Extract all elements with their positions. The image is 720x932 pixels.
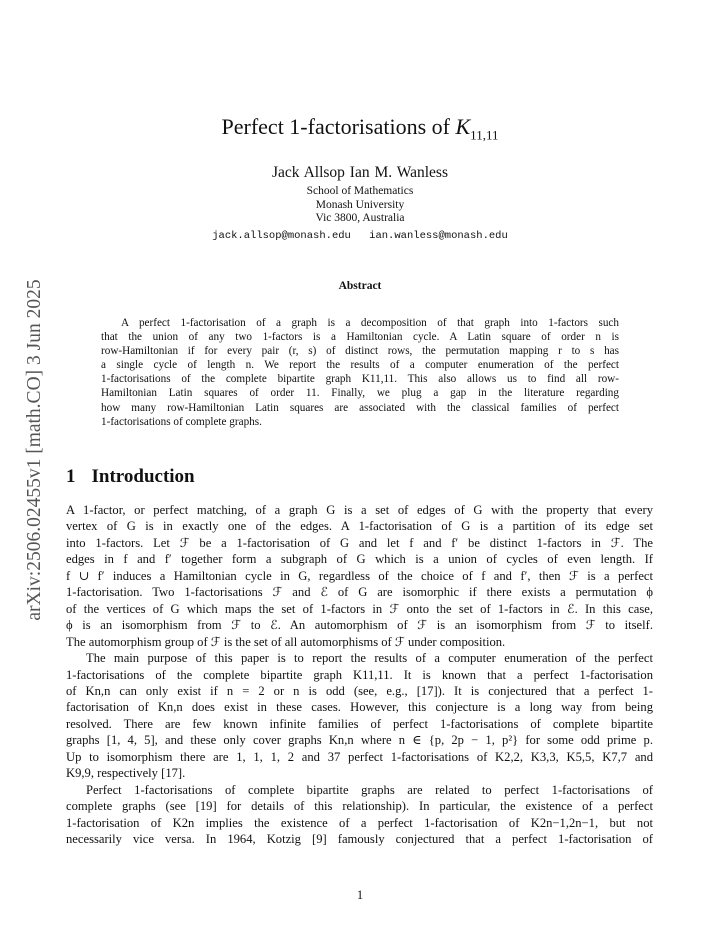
body-line: A 1-factor, or perfect matching, of a graph G is a set of edges of G with the property that every <box>66 503 653 517</box>
body-line: necessarily vice versa. In 1964, Kotzig [9] famously conjectured that a perfect 1-factorisation of <box>66 832 653 847</box>
arxiv-identifier: arXiv:2506.02455v1 [math.CO] 3 Jun 2025 <box>24 279 45 621</box>
abstract-line: how many row-Hamiltonian Latin squares are associated with the classical families of perfect <box>101 401 619 414</box>
body-line: vertex of G is in exactly one of the edges. A 1-factorisation of G is a partition of its edge set <box>66 519 653 534</box>
section-title: Introduction <box>91 466 195 487</box>
abstract-line: that the union of any two 1-factors is a Hamiltonian cycle. A Latin square of order n is <box>101 331 619 344</box>
abstract-line: A perfect 1-factorisation of a graph is a decomposition of that graph into 1-factors such <box>121 317 619 329</box>
body-line: 1-factorisations of the complete bipartite graph K11,11. It is known that a perfect 1-factorisation <box>66 667 653 682</box>
body-line: of Kn,n can only exist if n = 2 or n is odd (see, e.g., [17]). It is conjectured that a perfect 1- <box>66 683 653 698</box>
abstract-line: 1-factorisations of complete graphs. <box>101 415 262 428</box>
author-emails <box>0 230 720 242</box>
abstract-line: a single cycle of length n. We report the results of a computer enumeration of the perfect <box>101 359 619 372</box>
body-line: The automorphism group of ℱ is the set of all automorphisms of ℱ under composition. <box>66 634 506 649</box>
body-line: f ∪ f′ induces a Hamiltonian cycle in G, regardless of the choice of f and f′, then ℱ is a perfect <box>66 568 653 583</box>
abstract-line: 1-factorisations of the complete bipartite graph K11,11. This also allows us to find all row- <box>101 373 619 386</box>
body-line: resolved. There are few known infinite families of perfect 1-factorisations of complete bipartite <box>66 716 653 731</box>
abstract-line: row-Hamiltonian if for every pair (r, s) of distinct rows, the permutation mapping r to s has <box>101 345 619 358</box>
body-line: ϕ is an isomorphism from ℱ to ℰ. An automorphism of ℱ is an isomorphism from ℱ to itself. <box>66 618 653 633</box>
body-line: edges in f and f′ together form a subgraph of G which is a union of cycles of even length. If <box>66 552 653 567</box>
body-line: K9,9, respectively [17]. <box>66 766 186 781</box>
email-wanless: ian.wanless@monash.edu <box>369 230 508 242</box>
author-list: Jack Allsop Ian M. Wanless <box>272 164 448 181</box>
abstract-body <box>101 316 619 429</box>
title-text: Perfect 1-factorisations of <box>221 114 456 139</box>
body-line: The main purpose of this paper is to report the results of a computer enumeration of the perfect <box>86 651 653 666</box>
body-line: graphs [1, 4, 5], and these only cover graphs Kn,n where n ∈ {p, 2p − 1, p²} for some odd prime p. <box>66 733 653 748</box>
affiliation-line-2: Monash University <box>315 199 405 211</box>
title-graph-symbol: K <box>455 114 471 139</box>
introduction-body <box>66 502 653 848</box>
body-line: of the vertices of G which maps the set of 1-factors in ℱ onto the set of 1-factors in ℰ. In this case, <box>66 601 653 616</box>
abstract-line: Hamiltonian Latin squares of order 11. Finally, we plug a gap in the literature regarding <box>101 387 619 400</box>
body-line: factorisation of Kn,n does exist in these cases. However, this conjecture is a long way from being <box>66 700 653 715</box>
abstract-heading: Abstract <box>338 280 382 292</box>
body-line: 1-factorisation of K2n implies the existence of a perfect 1-factorisation of K2n−1,2n−1, but not <box>66 815 653 830</box>
body-line: 1-factorisation. Two 1-factorisations ℱ and ℰ of G are isomorphic if there exists a permutation ϕ <box>66 585 653 600</box>
page-number: 1 <box>356 888 364 902</box>
paper-title <box>0 114 720 143</box>
section-heading-introduction <box>66 466 195 488</box>
body-line: Up to isomorphism there are 1, 1, 1, 2 and 37 perfect 1-factorisations of K2,2, K3,3, K5,5, K7,7 and <box>66 749 653 764</box>
affiliation-line-1: School of Mathematics <box>306 185 414 197</box>
email-allsop: jack.allsop@monash.edu <box>212 230 351 242</box>
affiliation-line-3: Vic 3800, Australia <box>315 212 405 224</box>
body-line: Perfect 1-factorisations of complete bipartite graphs are related to perfect 1-factorisations of <box>86 782 653 797</box>
body-line: into 1-factors. Let ℱ be a 1-factorisation of G and let f and f′ be distinct 1-factors in ℱ. The <box>66 535 653 550</box>
body-line: complete graphs (see [19] for details of this relationship). In particular, the existence of a perfect <box>66 799 653 814</box>
title-graph-subscript: 11,11 <box>470 127 499 143</box>
arxiv-sidebar <box>22 250 48 650</box>
section-number: 1 <box>66 466 76 487</box>
